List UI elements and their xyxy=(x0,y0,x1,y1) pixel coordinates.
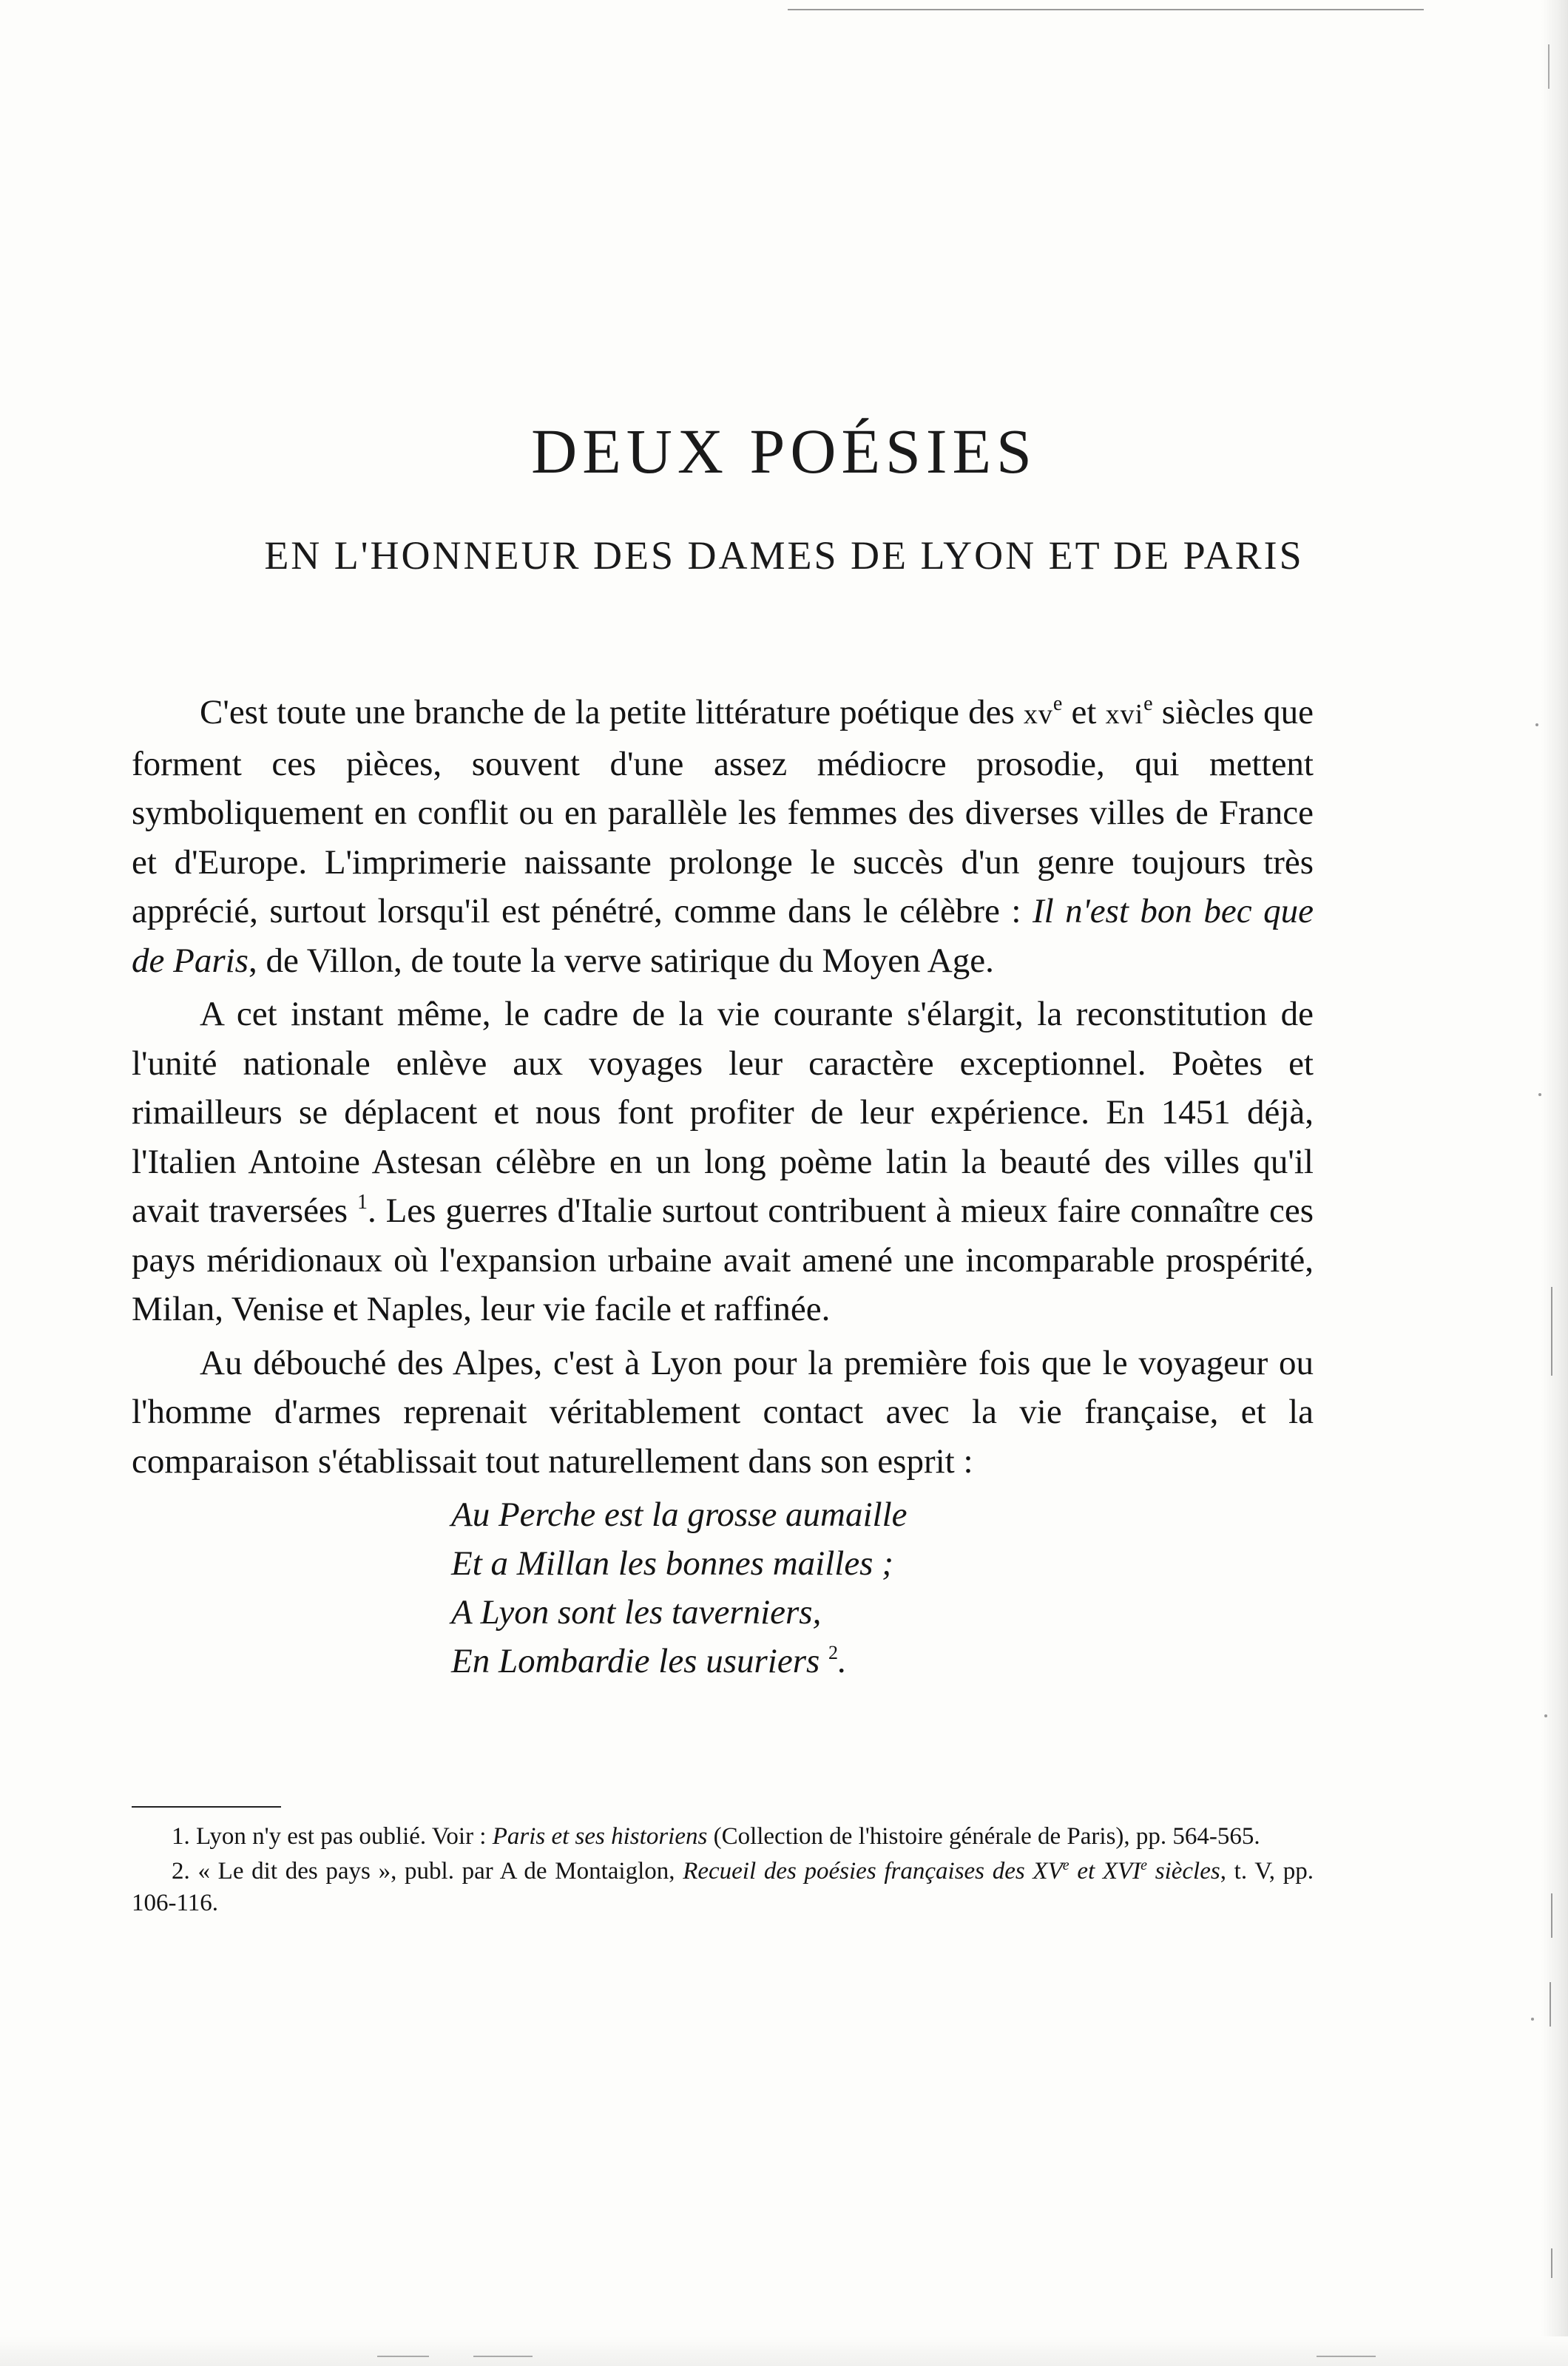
footnotes xyxy=(132,1821,1314,1922)
footnote-2-title-2: et XVI xyxy=(1069,1858,1141,1885)
page-top-edge xyxy=(788,9,1424,10)
verse-line-4-end: . xyxy=(838,1642,847,1680)
villon-title: Il n'est bon bec que de Paris xyxy=(132,892,1314,980)
paragraph-1-text-d: , de Villon, de toute la verve satirique du Moyen Age. xyxy=(248,941,994,980)
verse-line-4 xyxy=(451,1637,1314,1686)
paragraph-1 xyxy=(132,688,1314,985)
footnote-1-text-a: Lyon n'y est pas oublié. Voir : xyxy=(189,1823,493,1850)
footnote-2-title-3: siècles xyxy=(1147,1858,1220,1885)
verse-quote xyxy=(451,1490,1314,1686)
paragraph-1-text-c: siècles que forment ces pièces, souvent d'une assez médiocre prosodie, qui mettent symboliquement en conflit ou en parallèle les femmes des diverses villes de France et d'Europe. L'imprimerie naissante prolonge le succès d'un genre toujours très apprécié, surtout lorsqu'il est pénétré, comme dans le célèbre : xyxy=(132,693,1314,930)
paragraph-2-text-b: . Les guerres d'Italie surtout contribuent à mieux faire connaître ces pays méridionaux où l'expansion urbaine avait amené une incomparable prospérité, Milan, Venise et Naples, leur vie facile et raffinée. xyxy=(132,1192,1314,1328)
century-xvi-sup: e xyxy=(1143,692,1153,715)
verse-line-4-text: En Lombardie les usuriers xyxy=(451,1642,820,1680)
century-xvi: xvi xyxy=(1105,699,1144,730)
page-bottom-edge xyxy=(0,2336,1568,2366)
century-xv-sup: e xyxy=(1052,692,1063,715)
footnote-ref-2: 2 xyxy=(828,1642,839,1663)
century-xv: xv xyxy=(1023,699,1053,730)
footnote-1 xyxy=(132,1821,1314,1853)
page-subtitle: EN L'HONNEUR DES DAMES DE LYON ET DE PARIS xyxy=(264,533,1304,578)
verse-line-1: Au Perche est la grosse aumaille xyxy=(451,1495,908,1534)
paragraph-2-text-a: A cet instant même, le cadre de la vie courante s'élargit, la reconstitution de l'unité nationale enlève aux voyages leur caractère exceptionnel. Poètes et rimailleurs se déplacent et nous font profiter de leur expérience. En 1451 déjà, l'Italien Antoine Astesan célèbre en un long poème latin la beauté des villes qu'il avait traversées xyxy=(132,995,1314,1230)
paragraph-3-text: Au débouché des Alpes, c'est à Lyon pour la première fois que le voyageur ou l'homme d'armes reprenait véritablement contact avec la vie française, et la comparaison s'établissait tout naturellement dans son esprit : xyxy=(132,1343,1314,1481)
verse-line-3: A Lyon sont les taverniers, xyxy=(451,1593,822,1632)
paragraph-3 xyxy=(132,1339,1314,1487)
paragraph-2 xyxy=(132,990,1314,1334)
footnote-ref-1: 1 xyxy=(356,1191,368,1214)
page-title: DEUX POÉSIES xyxy=(531,416,1037,487)
footnote-rule xyxy=(132,1806,281,1808)
paragraph-1-text-b: et xyxy=(1062,693,1106,731)
page-right-edge xyxy=(1541,0,1568,2366)
footnote-1-number: 1. xyxy=(172,1823,190,1850)
footnote-2-sup-1: e xyxy=(1062,1857,1069,1873)
footnote-2-text-b: , t. V, pp. 106-116. xyxy=(132,1858,1314,1916)
footnote-1-text-b: (Collection de l'histoire générale de Paris), pp. 564-565. xyxy=(707,1823,1260,1850)
footnote-1-title: Paris et ses historiens xyxy=(492,1823,708,1850)
footnote-2-number: 2. xyxy=(172,1858,190,1885)
footnote-2-sup-2: e xyxy=(1140,1857,1148,1873)
body-text xyxy=(132,688,1314,1686)
paragraph-1-text-a: C'est toute une branche de la petite littérature poétique des xyxy=(200,693,1024,731)
footnote-2 xyxy=(132,1856,1314,1919)
footnote-2-text-a: « Le dit des pays », publ. par A de Montaiglon, xyxy=(189,1858,683,1885)
footnote-2-title: Recueil des poésies françaises des XV xyxy=(683,1858,1063,1885)
verse-line-2: Et a Millan les bonnes mailles ; xyxy=(451,1544,893,1583)
